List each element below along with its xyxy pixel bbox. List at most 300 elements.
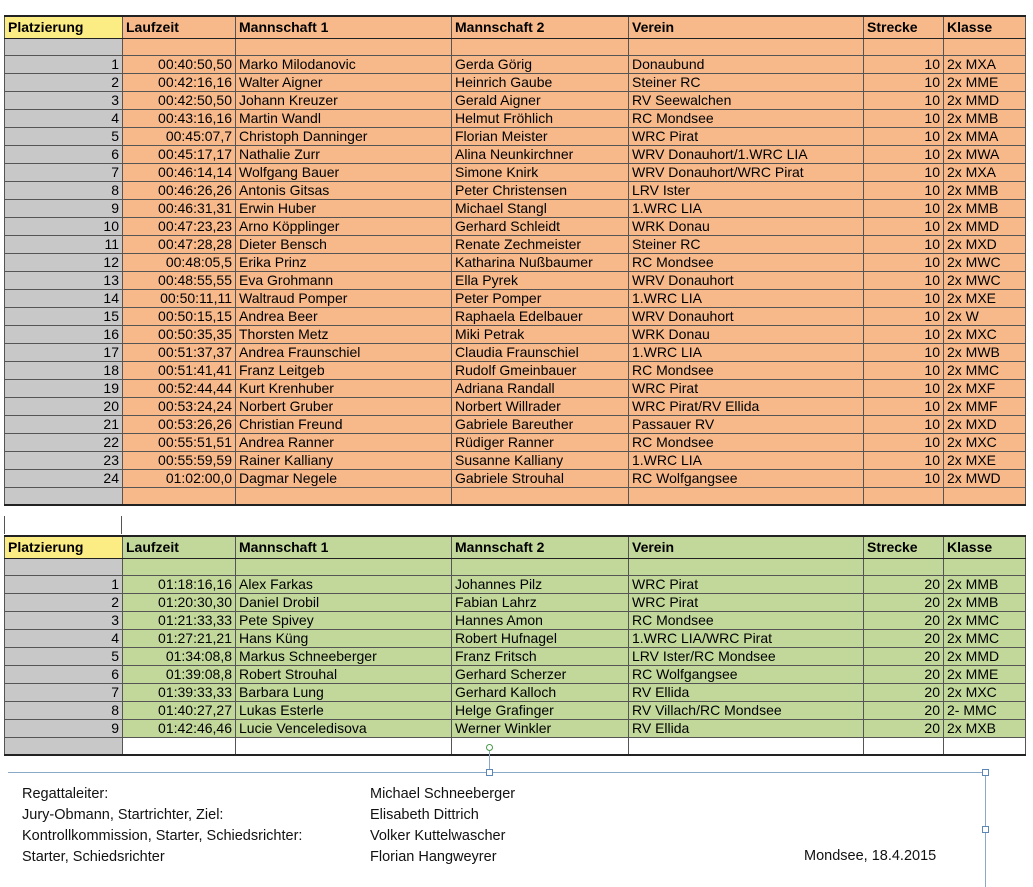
cell-platzierung[interactable]: 13 [5,272,123,290]
cell-mannschaft-2[interactable]: Hannes Amon [452,612,629,630]
cell-mannschaft-1[interactable]: Andrea Beer [236,308,452,326]
cell-empty[interactable] [452,559,629,576]
cell-mannschaft-2[interactable]: Michael Stangl [452,200,629,218]
cell-verein[interactable]: WRC Pirat [629,594,864,612]
cell-mannschaft-1[interactable]: Daniel Drobil [236,594,452,612]
column-header-laufzeit[interactable]: Laufzeit [123,16,236,39]
cell-strecke[interactable]: 10 [864,110,944,128]
cell-verein[interactable]: 1.WRC LIA [629,290,864,308]
cell-laufzeit[interactable]: 00:55:51,51 [123,434,236,452]
cell-platzierung[interactable]: 12 [5,254,123,272]
cell-empty[interactable] [236,559,452,576]
cell-mannschaft-2[interactable]: Gerald Aigner [452,92,629,110]
cell-verein[interactable]: RV Seewalchen [629,92,864,110]
cell-mannschaft-1[interactable]: Antonis Gitsas [236,182,452,200]
cell-laufzeit[interactable]: 00:40:50,50 [123,56,236,74]
cell-klasse[interactable]: 2x MXD [944,236,1026,254]
cell-mannschaft-2[interactable]: Gerhard Scherzer [452,666,629,684]
cell-empty[interactable] [629,488,864,505]
cell-mannschaft-1[interactable]: Barbara Lung [236,684,452,702]
cell-klasse[interactable]: 2x MWA [944,146,1026,164]
cell-strecke[interactable]: 10 [864,254,944,272]
cell-platzierung[interactable]: 24 [5,470,123,488]
cell-mannschaft-2[interactable]: Renate Zechmeister [452,236,629,254]
cell-mannschaft-1[interactable]: Walter Aigner [236,74,452,92]
cell-laufzeit[interactable]: 00:48:05,5 [123,254,236,272]
cell-mannschaft-1[interactable]: Andrea Fraunschiel [236,344,452,362]
cell-verein[interactable]: WRV Donauhort/WRC Pirat [629,164,864,182]
cell-empty[interactable] [452,488,629,505]
cell-laufzeit[interactable]: 01:20:30,30 [123,594,236,612]
cell-empty[interactable] [452,738,629,755]
officials-roles [22,784,302,868]
cell-verein[interactable]: LRV Ister [629,182,864,200]
cell-strecke[interactable]: 10 [864,92,944,110]
cell-laufzeit[interactable]: 00:46:14,14 [123,164,236,182]
cell-empty[interactable] [864,559,944,576]
cell-platzierung[interactable]: 8 [5,182,123,200]
cell-platzierung[interactable]: 5 [5,128,123,146]
cell-klasse[interactable]: 2x MME [944,74,1026,92]
cell-platzierung[interactable]: 1 [5,576,123,594]
cell-mannschaft-2[interactable]: Gerhard Kalloch [452,684,629,702]
table-row [5,720,1026,738]
cell-strecke[interactable]: 10 [864,218,944,236]
cell-platzierung[interactable]: 7 [5,684,123,702]
header-row [5,16,1026,39]
cell-verein[interactable]: 1.WRC LIA [629,344,864,362]
cell-mannschaft-1[interactable]: Franz Leitgeb [236,362,452,380]
cell-verein[interactable]: WRV Donauhort/1.WRC LIA [629,146,864,164]
cell-mannschaft-2[interactable]: Helge Grafinger [452,702,629,720]
cell-strecke[interactable]: 10 [864,434,944,452]
cell-mannschaft-2[interactable]: Werner Winkler [452,720,629,738]
cell-empty[interactable] [944,39,1026,56]
cell-platzierung[interactable]: 7 [5,164,123,182]
cell-verein[interactable]: Steiner RC [629,74,864,92]
cell-klasse[interactable]: 2x MME [944,666,1026,684]
cell-empty[interactable] [944,488,1026,505]
cell-verein[interactable]: 1.WRC LIA/WRC Pirat [629,630,864,648]
cell-laufzeit[interactable]: 01:42:46,46 [123,720,236,738]
cell-laufzeit[interactable]: 01:39:33,33 [123,684,236,702]
cell-verein[interactable]: WRV Donauhort [629,308,864,326]
cell-laufzeit[interactable]: 01:40:27,27 [123,702,236,720]
cell-verein[interactable]: WRC Pirat [629,576,864,594]
cell-strecke[interactable]: 10 [864,200,944,218]
cell-mannschaft-2[interactable]: Gerhard Schleidt [452,218,629,236]
table-row [5,684,1026,702]
cell-verein[interactable]: 1.WRC LIA [629,200,864,218]
cell-klasse[interactable]: 2x MXE [944,452,1026,470]
cell-empty[interactable] [452,39,629,56]
cell-laufzeit[interactable]: 00:45:07,7 [123,128,236,146]
column-header-verein[interactable]: Verein [629,536,864,559]
cell-platzierung[interactable]: 16 [5,326,123,344]
cell-mannschaft-2[interactable]: Peter Christensen [452,182,629,200]
cell-platzierung[interactable]: 8 [5,702,123,720]
cell-mannschaft-1[interactable]: Johann Kreuzer [236,92,452,110]
cell-empty[interactable] [123,488,236,505]
cell-klasse[interactable]: 2x MXA [944,56,1026,74]
cell-strecke[interactable]: 10 [864,128,944,146]
cell-mannschaft-2[interactable]: Gabriele Strouhal [452,470,629,488]
cell-mannschaft-1[interactable]: Hans Küng [236,630,452,648]
cell-strecke[interactable]: 10 [864,164,944,182]
cell-strecke[interactable]: 20 [864,702,944,720]
cell-platzierung[interactable]: 2 [5,74,123,92]
cell-mannschaft-1[interactable]: Alex Farkas [236,576,452,594]
cell-mannschaft-2[interactable]: Peter Pomper [452,290,629,308]
header-row [5,536,1026,559]
cell-verein[interactable]: Steiner RC [629,236,864,254]
cell-platzierung[interactable]: 18 [5,362,123,380]
cell-laufzeit[interactable]: 00:53:24,24 [123,398,236,416]
cell-klasse[interactable]: 2x MXB [944,720,1026,738]
cell-laufzeit[interactable]: 00:48:55,55 [123,272,236,290]
cell-laufzeit[interactable]: 01:27:21,21 [123,630,236,648]
official-name: Florian Hangweyrer [370,849,497,865]
cell-empty[interactable] [864,738,944,755]
cell-klasse[interactable]: 2x MWC [944,272,1026,290]
cell-laufzeit[interactable]: 00:52:44,44 [123,380,236,398]
cell-strecke[interactable]: 10 [864,380,944,398]
cell-empty[interactable] [5,39,123,56]
cell-platzierung[interactable]: 15 [5,308,123,326]
cell-laufzeit[interactable]: 00:47:23,23 [123,218,236,236]
cell-verein[interactable]: RV Villach/RC Mondsee [629,702,864,720]
table-row [5,218,1026,236]
cell-platzierung[interactable]: 9 [5,200,123,218]
cell-mannschaft-2[interactable]: Florian Meister [452,128,629,146]
cell-verein[interactable]: 1.WRC LIA [629,452,864,470]
cell-strecke[interactable]: 20 [864,648,944,666]
table-row [5,452,1026,470]
cell-mannschaft-2[interactable]: Johannes Pilz [452,576,629,594]
cell-laufzeit[interactable]: 00:43:16,16 [123,110,236,128]
selection-frame-top [8,772,986,773]
cell-empty[interactable] [629,738,864,755]
cell-mannschaft-1[interactable]: Eva Grohmann [236,272,452,290]
cell-verein[interactable]: LRV Ister/RC Mondsee [629,648,864,666]
cell-mannschaft-2[interactable]: Heinrich Gaube [452,74,629,92]
cell-klasse[interactable]: 2x MMB [944,110,1026,128]
cell-platzierung[interactable]: 23 [5,452,123,470]
resize-handle-right[interactable] [982,826,989,833]
cell-platzierung[interactable]: 5 [5,648,123,666]
cell-mannschaft-2[interactable]: Gerda Görig [452,56,629,74]
cell-mannschaft-1[interactable]: Christian Freund [236,416,452,434]
cell-mannschaft-1[interactable]: Martin Wandl [236,110,452,128]
cell-empty[interactable] [123,39,236,56]
cell-mannschaft-1[interactable]: Arno Köpplinger [236,218,452,236]
table-row [5,164,1026,182]
cell-mannschaft-1[interactable]: Norbert Gruber [236,398,452,416]
cell-mannschaft-1[interactable]: Christoph Danninger [236,128,452,146]
cell-strecke[interactable]: 20 [864,576,944,594]
cell-verein[interactable]: WRK Donau [629,326,864,344]
cell-strecke[interactable]: 10 [864,236,944,254]
cell-empty[interactable] [236,738,452,755]
cell-verein[interactable]: RC Mondsee [629,254,864,272]
cell-mannschaft-1[interactable]: Dagmar Negele [236,470,452,488]
cell-platzierung[interactable]: 4 [5,110,123,128]
cell-verein[interactable]: WRC Pirat [629,128,864,146]
cell-klasse[interactable]: 2x MMD [944,218,1026,236]
table-row [5,612,1026,630]
cell-verein[interactable]: WRV Donauhort [629,272,864,290]
table-row [5,326,1026,344]
cell-mannschaft-2[interactable]: Alina Neunkirchner [452,146,629,164]
column-header-mannschaft-1[interactable]: Mannschaft 1 [236,536,452,559]
cell-strecke[interactable]: 10 [864,56,944,74]
cell-mannschaft-2[interactable]: Ella Pyrek [452,272,629,290]
table-row [5,666,1026,684]
cell-strecke[interactable]: 10 [864,326,944,344]
cell-strecke[interactable]: 10 [864,344,944,362]
cell-strecke[interactable]: 20 [864,630,944,648]
cell-laufzeit[interactable]: 00:51:41,41 [123,362,236,380]
column-header-strecke[interactable]: Strecke [864,16,944,39]
cell-strecke[interactable]: 10 [864,470,944,488]
cell-mannschaft-1[interactable]: Rainer Kalliany [236,452,452,470]
cell-laufzeit[interactable]: 00:45:17,17 [123,146,236,164]
cell-empty[interactable] [123,738,236,755]
cell-mannschaft-2[interactable]: Miki Petrak [452,326,629,344]
column-header-platzierung[interactable]: Platzierung [5,536,123,559]
cell-klasse[interactable]: 2x W [944,308,1026,326]
cell-laufzeit[interactable]: 01:02:00,0 [123,470,236,488]
cell-klasse[interactable]: 2- MMC [944,702,1026,720]
cell-laufzeit[interactable]: 01:18:16,16 [123,576,236,594]
cell-laufzeit[interactable]: 01:39:08,8 [123,666,236,684]
cell-laufzeit[interactable]: 01:21:33,33 [123,612,236,630]
cell-empty[interactable] [5,738,123,755]
cell-klasse[interactable]: 2x MMC [944,630,1026,648]
cell-klasse[interactable]: 2x MMB [944,576,1026,594]
cell-empty[interactable] [5,488,123,505]
cell-platzierung[interactable]: 11 [5,236,123,254]
resize-handle-top[interactable] [486,769,493,776]
cell-empty[interactable] [944,559,1026,576]
cell-klasse[interactable]: 2x MMB [944,200,1026,218]
cell-laufzeit[interactable]: 00:51:37,37 [123,344,236,362]
cell-klasse[interactable]: 2x MMA [944,128,1026,146]
cell-laufzeit[interactable]: 00:46:26,26 [123,182,236,200]
cell-mannschaft-1[interactable]: Lukas Esterle [236,702,452,720]
cell-klasse[interactable]: 2x MXC [944,434,1026,452]
cell-klasse[interactable]: 2x MMB [944,594,1026,612]
column-header-platzierung[interactable]: Platzierung [5,16,123,39]
cell-strecke[interactable]: 20 [864,612,944,630]
cell-verein[interactable]: Passauer RV [629,416,864,434]
cell-klasse[interactable]: 2x MXF [944,380,1026,398]
cell-mannschaft-2[interactable]: Adriana Randall [452,380,629,398]
cell-verein[interactable]: RC Wolfgangsee [629,666,864,684]
cell-verein[interactable]: RV Ellida [629,684,864,702]
cell-strecke[interactable]: 10 [864,452,944,470]
cell-strecke[interactable]: 10 [864,146,944,164]
cell-klasse[interactable]: 2x MXC [944,684,1026,702]
cell-strecke[interactable]: 10 [864,182,944,200]
cell-mannschaft-1[interactable]: Wolfgang Bauer [236,164,452,182]
cell-platzierung[interactable]: 6 [5,146,123,164]
cell-mannschaft-2[interactable]: Fabian Lahrz [452,594,629,612]
cell-laufzeit[interactable]: 00:42:50,50 [123,92,236,110]
official-role: Starter, Schiedsrichter [22,849,165,865]
blank-row [5,488,1026,505]
cell-klasse[interactable]: 2x MXD [944,416,1026,434]
cell-laufzeit[interactable]: 00:50:35,35 [123,326,236,344]
cell-laufzeit[interactable]: 01:34:08,8 [123,648,236,666]
column-header-mannschaft-2[interactable]: Mannschaft 2 [452,16,629,39]
cell-platzierung[interactable]: 14 [5,290,123,308]
cell-empty[interactable] [944,738,1026,755]
cell-strecke[interactable]: 10 [864,362,944,380]
cell-verein[interactable]: WRK Donau [629,218,864,236]
cell-klasse[interactable]: 2x MMB [944,182,1026,200]
cell-platzierung[interactable]: 10 [5,218,123,236]
cell-verein[interactable]: RV Ellida [629,720,864,738]
cell-strecke[interactable]: 20 [864,666,944,684]
cell-verein[interactable]: RC Mondsee [629,110,864,128]
table-row [5,702,1026,720]
cell-klasse[interactable]: 2x MWC [944,254,1026,272]
cell-strecke[interactable]: 20 [864,684,944,702]
table-row [5,470,1026,488]
cell-klasse[interactable]: 2x MMC [944,362,1026,380]
cell-mannschaft-2[interactable]: Katharina Nußbaumer [452,254,629,272]
cell-mannschaft-2[interactable]: Norbert Willrader [452,398,629,416]
cell-mannschaft-1[interactable]: Robert Strouhal [236,666,452,684]
cell-empty[interactable] [864,39,944,56]
cell-mannschaft-1[interactable]: Thorsten Metz [236,326,452,344]
cell-platzierung[interactable]: 6 [5,666,123,684]
cell-klasse[interactable]: 2x MMD [944,92,1026,110]
cell-strecke[interactable]: 10 [864,398,944,416]
cell-laufzeit[interactable]: 00:46:31,31 [123,200,236,218]
cell-mannschaft-1[interactable]: Markus Schneeberger [236,648,452,666]
column-header-klasse[interactable]: Klasse [944,16,1026,39]
cell-strecke[interactable]: 20 [864,720,944,738]
cell-platzierung[interactable]: 9 [5,720,123,738]
cell-mannschaft-1[interactable]: Kurt Krenhuber [236,380,452,398]
table-row [5,110,1026,128]
cell-strecke[interactable]: 10 [864,272,944,290]
cell-mannschaft-1[interactable]: Pete Spivey [236,612,452,630]
cell-platzierung[interactable]: 17 [5,344,123,362]
cell-laufzeit[interactable]: 00:50:15,15 [123,308,236,326]
cell-mannschaft-1[interactable]: Waltraud Pomper [236,290,452,308]
cell-verein[interactable]: WRC Pirat [629,380,864,398]
cell-empty[interactable] [123,559,236,576]
column-header-mannschaft-2[interactable]: Mannschaft 2 [452,536,629,559]
cell-empty[interactable] [629,559,864,576]
cell-verein[interactable]: RC Wolfgangsee [629,470,864,488]
cell-klasse[interactable]: 2x MWB [944,344,1026,362]
cell-laufzeit[interactable]: 00:50:11,11 [123,290,236,308]
column-header-mannschaft-1[interactable]: Mannschaft 1 [236,16,452,39]
cell-mannschaft-2[interactable]: Rudolf Gmeinbauer [452,362,629,380]
cell-mannschaft-2[interactable]: Franz Fritsch [452,648,629,666]
rotate-handle[interactable] [486,744,493,751]
cell-empty[interactable] [236,488,452,505]
cell-laufzeit[interactable]: 00:55:59,59 [123,452,236,470]
cell-klasse[interactable]: 2x MMC [944,612,1026,630]
cell-mannschaft-1[interactable]: Lucie Venceledisova [236,720,452,738]
official-role: Jury-Obmann, Startrichter, Ziel: [22,807,224,823]
cell-mannschaft-2[interactable]: Gabriele Bareuther [452,416,629,434]
cell-mannschaft-1[interactable]: Erika Prinz [236,254,452,272]
cell-verein[interactable]: WRC Pirat/RV Ellida [629,398,864,416]
cell-platzierung[interactable]: 21 [5,416,123,434]
cell-platzierung[interactable]: 3 [5,92,123,110]
table-row [5,92,1026,110]
cell-strecke[interactable]: 10 [864,416,944,434]
cell-mannschaft-2[interactable]: Claudia Fraunschiel [452,344,629,362]
cell-empty[interactable] [5,559,123,576]
cell-empty[interactable] [864,488,944,505]
cell-laufzeit[interactable]: 00:42:16,16 [123,74,236,92]
cell-platzierung[interactable]: 2 [5,594,123,612]
cell-mannschaft-2[interactable]: Susanne Kalliany [452,452,629,470]
cell-strecke[interactable]: 10 [864,74,944,92]
table-row [5,272,1026,290]
cell-mannschaft-2[interactable]: Simone Knirk [452,164,629,182]
cell-laufzeit[interactable]: 00:47:28,28 [123,236,236,254]
table-row [5,308,1026,326]
cell-platzierung[interactable]: 1 [5,56,123,74]
cell-verein[interactable]: Donaubund [629,56,864,74]
cell-verein[interactable]: RC Mondsee [629,612,864,630]
cell-klasse[interactable]: 2x MWD [944,470,1026,488]
cell-klasse[interactable]: 2x MXC [944,326,1026,344]
cell-mannschaft-2[interactable]: Raphaela Edelbauer [452,308,629,326]
table-row [5,290,1026,308]
cell-strecke[interactable]: 20 [864,594,944,612]
cell-empty[interactable] [629,39,864,56]
cell-mannschaft-2[interactable]: Rüdiger Ranner [452,434,629,452]
column-header-verein[interactable]: Verein [629,16,864,39]
cell-mannschaft-2[interactable]: Robert Hufnagel [452,630,629,648]
cell-strecke[interactable]: 10 [864,308,944,326]
cell-klasse[interactable]: 2x MMF [944,398,1026,416]
cell-platzierung[interactable]: 3 [5,612,123,630]
cell-mannschaft-2[interactable]: Helmut Fröhlich [452,110,629,128]
resize-handle-top-right[interactable] [982,769,989,776]
cell-empty[interactable] [236,39,452,56]
column-header-klasse[interactable]: Klasse [944,536,1026,559]
cell-mannschaft-1[interactable]: Nathalie Zurr [236,146,452,164]
cell-mannschaft-1[interactable]: Andrea Ranner [236,434,452,452]
cell-platzierung[interactable]: 4 [5,630,123,648]
cell-verein[interactable]: RC Mondsee [629,362,864,380]
cell-klasse[interactable]: 2x MXE [944,290,1026,308]
cell-klasse[interactable]: 2x MMD [944,648,1026,666]
column-header-strecke[interactable]: Strecke [864,536,944,559]
cell-mannschaft-1[interactable]: Dieter Bensch [236,236,452,254]
cell-platzierung[interactable]: 19 [5,380,123,398]
cell-mannschaft-1[interactable]: Erwin Huber [236,200,452,218]
cell-strecke[interactable]: 10 [864,290,944,308]
cell-platzierung[interactable]: 20 [5,398,123,416]
cell-platzierung[interactable]: 22 [5,434,123,452]
column-header-laufzeit[interactable]: Laufzeit [123,536,236,559]
cell-mannschaft-1[interactable]: Marko Milodanovic [236,56,452,74]
cell-laufzeit[interactable]: 00:53:26,26 [123,416,236,434]
cell-verein[interactable]: RC Mondsee [629,434,864,452]
cell-klasse[interactable]: 2x MXA [944,164,1026,182]
